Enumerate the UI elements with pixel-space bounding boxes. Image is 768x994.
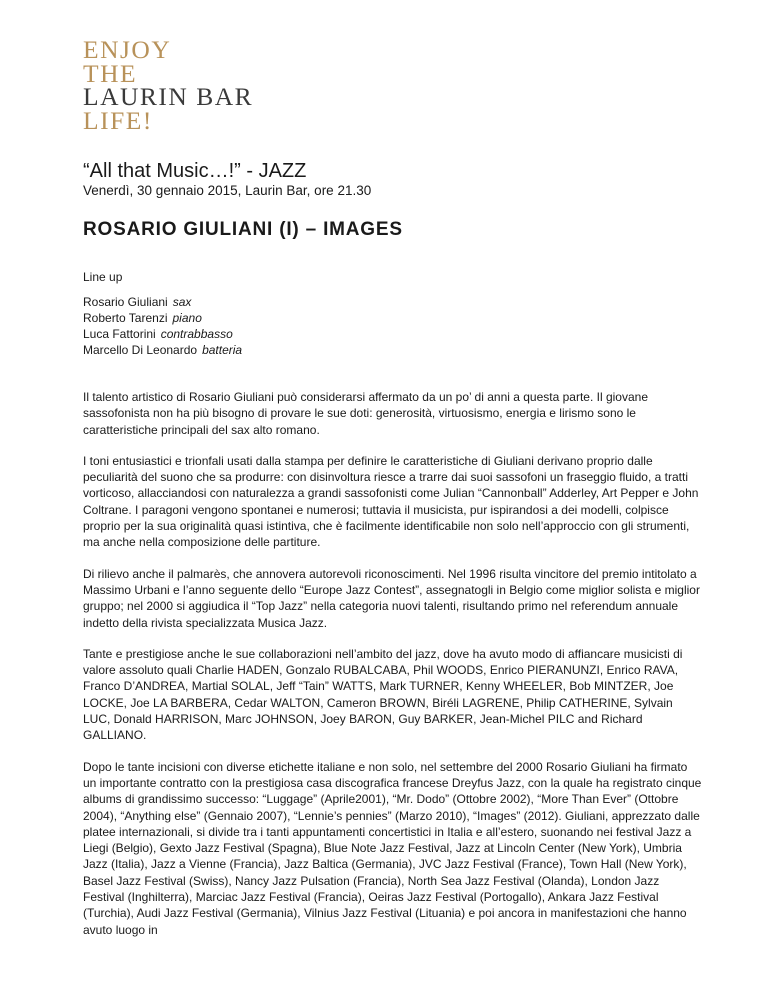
paragraph-style: I toni entusiastici e trionfali usati dalla stampa per definire le caratteristiche di Giuliani derivano proprio dalle peculiarità del suono che sa produrre: con disinvoltura riesce a trarre dai suoi sassofoni un fraseggio fluido, a tratti vorticoso, allacciandosi con naturalezza a grandi sassofonisti come Julian “Cannonball” Adderley, Art Pepper e John Coltrane. I paragoni vengono spontanei e numerosi; tuttavia il musicista, pur ispirandosi a dei modelli, colpisce proprio per la sua originalità quasi istintiva, che è facilmente identificabile non solo nell’approccio con gli strumenti, ma anche nella composizione delle partiture.	[83, 453, 699, 550]
logo-line-laurin-bar: LAURIN BAR	[83, 82, 254, 111]
lineup-item	[83, 342, 242, 358]
lineup-label: Line up	[83, 270, 123, 284]
lineup-list	[83, 294, 242, 358]
member-role: contrabbasso	[160, 327, 233, 341]
article-text	[83, 389, 703, 953]
logo	[83, 35, 254, 135]
member-name: Marcello Di Leonardo	[83, 343, 198, 357]
series-heading: “All that Music…!” - JAZZ	[83, 160, 307, 182]
paragraph-intro: Il talento artistico di Rosario Giuliani può considerarsi affermato da un po’ di anni a questa parte. Il giovane sassofonista non ha più bisogno di provare le sue doti: generosità, virtuosismo, energia e lirismo sono le caratteristiche principali del sax alto romano.	[83, 390, 648, 437]
logo-line-the: THE	[83, 58, 138, 88]
page-title: ROSARIO GIULIANI (I) – IMAGES	[83, 219, 403, 240]
event-dateline: Venerdì, 30 gennaio 2015, Laurin Bar, ore 21.30	[83, 183, 372, 198]
lineup-item	[83, 326, 242, 342]
logo-line-life: LIFE!	[83, 105, 153, 135]
member-role: batteria	[202, 343, 243, 357]
member-role: sax	[172, 295, 192, 309]
lineup-item	[83, 294, 242, 310]
member-name: Roberto Tarenzi	[83, 311, 168, 325]
member-name: Luca Fattorini	[83, 327, 156, 341]
paragraph-awards: Di rilievo anche il palmarès, che annovera autorevoli riconoscimenti. Nel 1996 risulta vincitore del premio intitolato a Massimo Urbani e l’anno seguente dello “Europe Jazz Contest”, assegnatogli in Belgio come miglior solista e miglior gruppo; nel 2000 si aggiudica il “Top Jazz” nella categoria nuovi talenti, risultando primo nel referendum annuale indetto della rivista specializzata Musica Jazz.	[83, 566, 700, 630]
lineup-item	[83, 310, 242, 326]
member-name: Rosario Giuliani	[83, 295, 168, 309]
paragraph-collaborations: Tante e prestigiose anche le sue collaborazioni nell’ambito del jazz, dove ha avuto modo di affiancare musicisti di valore assoluto quali Charlie HADEN, Gonzalo RUBALCABA, Phil WOODS, Enrico PIERANUNZI, Enrico RAVA, Franco D’ANDREA, Martial SOLAL, Jeff “Tain” WATTS, Mark TURNER, Kenny WHEELER, Bob MINTZER, Joe LOCKE, Joe LA BARBERA, Cedar WALTON, Cameron BROWN, Biréli LAGRENE, Philip CATHERINE, Sylvain LUC, Donald HARRISON, Marc JOHNSON, Joey BARON, Guy BARKER, Jean-Michel PILC and Richard GALLIANO.	[83, 646, 683, 743]
paragraph-discography: Dopo le tante incisioni con diverse etichette italiane e non solo, nel settembre del 2000 Rosario Giuliani ha firmato un importante contratto con la prestigiosa casa discografica francese Dreyfus Jazz, con la quale ha registrato cinque albums di grandissimo successo: “Luggage” (Aprile2001), “Mr. Dodo” (Ottobre 2002), “More Than Ever” (Ottobre 2004), “Anything else” (Gennaio 2007), “Lennie’s pennies” (Marzo 2010), “Images” (2012). Giuliani, apprezzato dalle platee internazionali, si divide tra i tanti appuntamenti concertistici in Italia e all’estero, suonando nei festival Jazz a Liegi (Belgio), Gexto Jazz Festival (Spagna), Blue Note Jazz Festival, Jazz at Lincoln Center (New York), Umbria Jazz (Italia), Jazz a Vienne (Francia), Jazz Baltica (Germania), JVC Jazz Festival (France), Town Hall (New York), Basel Jazz Festival (Swiss), Nancy Jazz Pulsation (Francia), North Sea Jazz Festival (Olanda), London Jazz Festival (Inghilterra), Marciac Jazz Festival (Francia), Oeiras Jazz Festival (Portogallo), Ankara Jazz Festival (Turchia), Audi Jazz Festival (Germania), Vilnius Jazz Festival (Lituania) e poi ancora in manifestazioni che hanno avuto luogo in	[83, 759, 702, 937]
member-role: piano	[172, 311, 202, 325]
logo-line-enjoy: ENJOY	[83, 35, 172, 64]
